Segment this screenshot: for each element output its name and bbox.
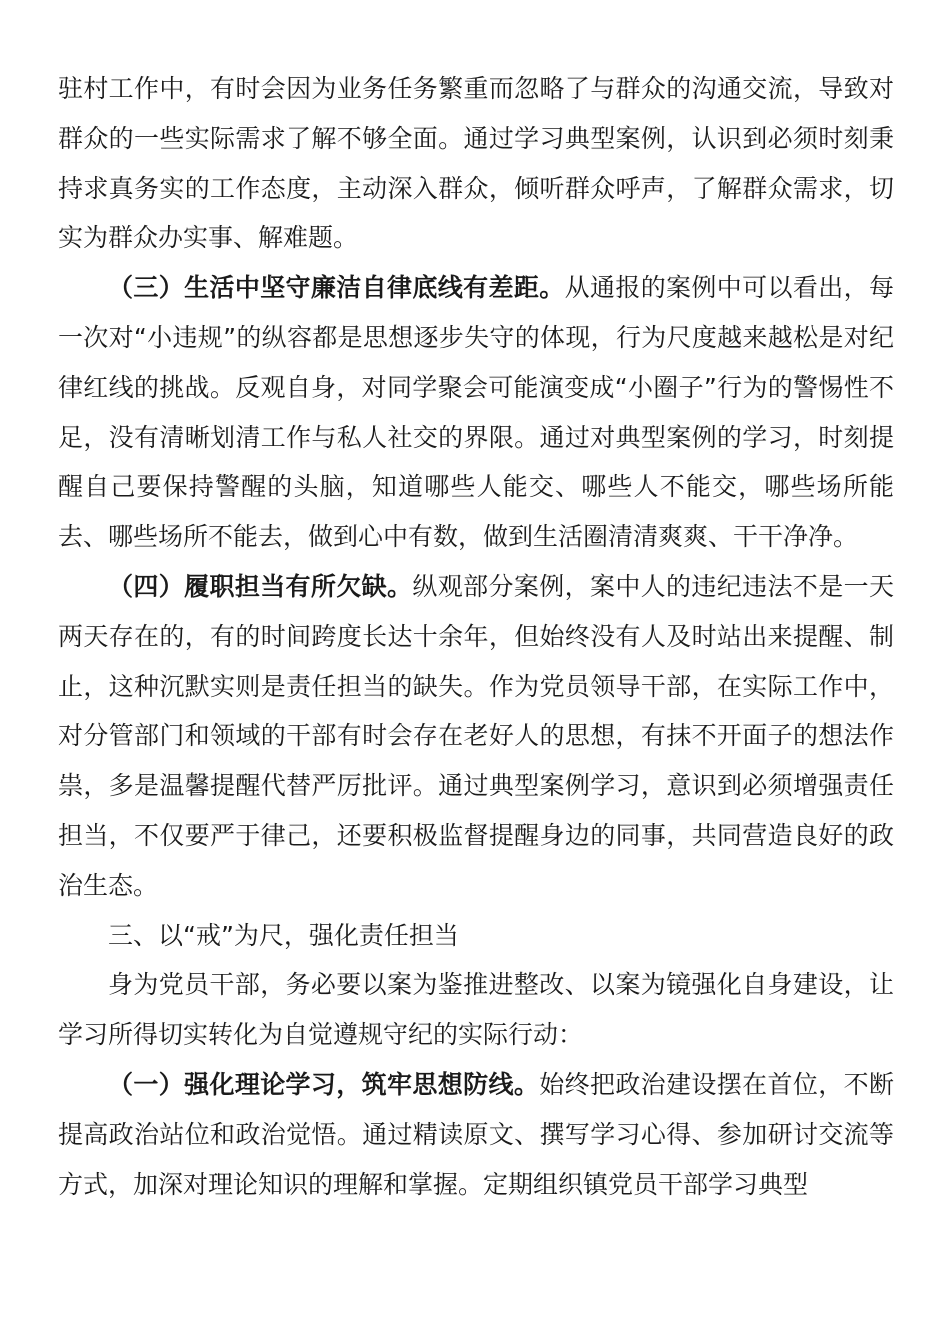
chapter-title: 三、以“戒”为尺，强化责任担当: [108, 920, 459, 950]
section-heading-3: （三）生活中坚守廉洁自律底线有差距。: [108, 273, 565, 303]
paragraph-text: 始终把政治建设摆在首位，不断提高政治站位和政治觉悟。通过精读原文、撰写学习心得、参加研讨交流等方式，加深对理论知识的理解和掌握。定期组织镇党员干部学习典型: [58, 1069, 894, 1199]
paragraph-theory-study: [58, 1060, 894, 1209]
document-page: [58, 64, 894, 1209]
paragraph-intro: [58, 960, 894, 1060]
section-heading-4: （四）履职担当有所欠缺。: [108, 571, 413, 601]
paragraph-text: 驻村工作中，有时会因为业务任务繁重而忽略了与群众的沟通交流，导致对群众的一些实际需求了解不够全面。通过学习典型案例，认识到必须时刻秉持求真务实的工作态度，主动深入群众，倾听群众呼声，了解群众需求，切实为群众办实事、解难题。: [58, 74, 894, 253]
paragraph-responsibility: [58, 562, 894, 911]
paragraph-integrity: [58, 263, 894, 562]
paragraph-text: 从通报的案例中可以看出，每一次对“小违规”的纵容都是思想逐步失守的体现，行为尺度越来越松是对纪律红线的挑战。反观自身，对同学聚会可能演变成“小圈子”行为的警惕性不足，没有清晰划清工作与私人社交的界限。通过对典型案例的学习，时刻提醒自己要保持警醒的头脑，知道哪些人能交、哪些人不能交，哪些场所能去、哪些场所不能去，做到心中有数，做到生活圈清清爽爽、干干净净。: [58, 273, 894, 552]
section-heading-1: （一）强化理论学习，筑牢思想防线。: [108, 1069, 540, 1099]
paragraph-text: 纵观部分案例，案中人的违纪违法不是一天两天存在的，有的时间跨度长达十余年，但始终没有人及时站出来提醒、制止，这种沉默实则是责任担当的缺失。作为党员领导干部，在实际工作中，对分管部门和领域的干部有时会存在老好人的思想，有抹不开面子的想法作祟，多是温馨提醒代替严厉批评。通过典型案例学习，意识到必须增强责任担当，不仅要严于律己，还要积极监督提醒身边的同事，共同营造良好的政治生态。: [58, 571, 894, 900]
chapter-heading-3: [58, 911, 894, 961]
paragraph-text: 身为党员干部，务必要以案为鉴推进整改、以案为镜强化自身建设，让学习所得切实转化为自觉遵规守纪的实际行动：: [58, 970, 894, 1050]
paragraph-village-work: [58, 64, 894, 263]
